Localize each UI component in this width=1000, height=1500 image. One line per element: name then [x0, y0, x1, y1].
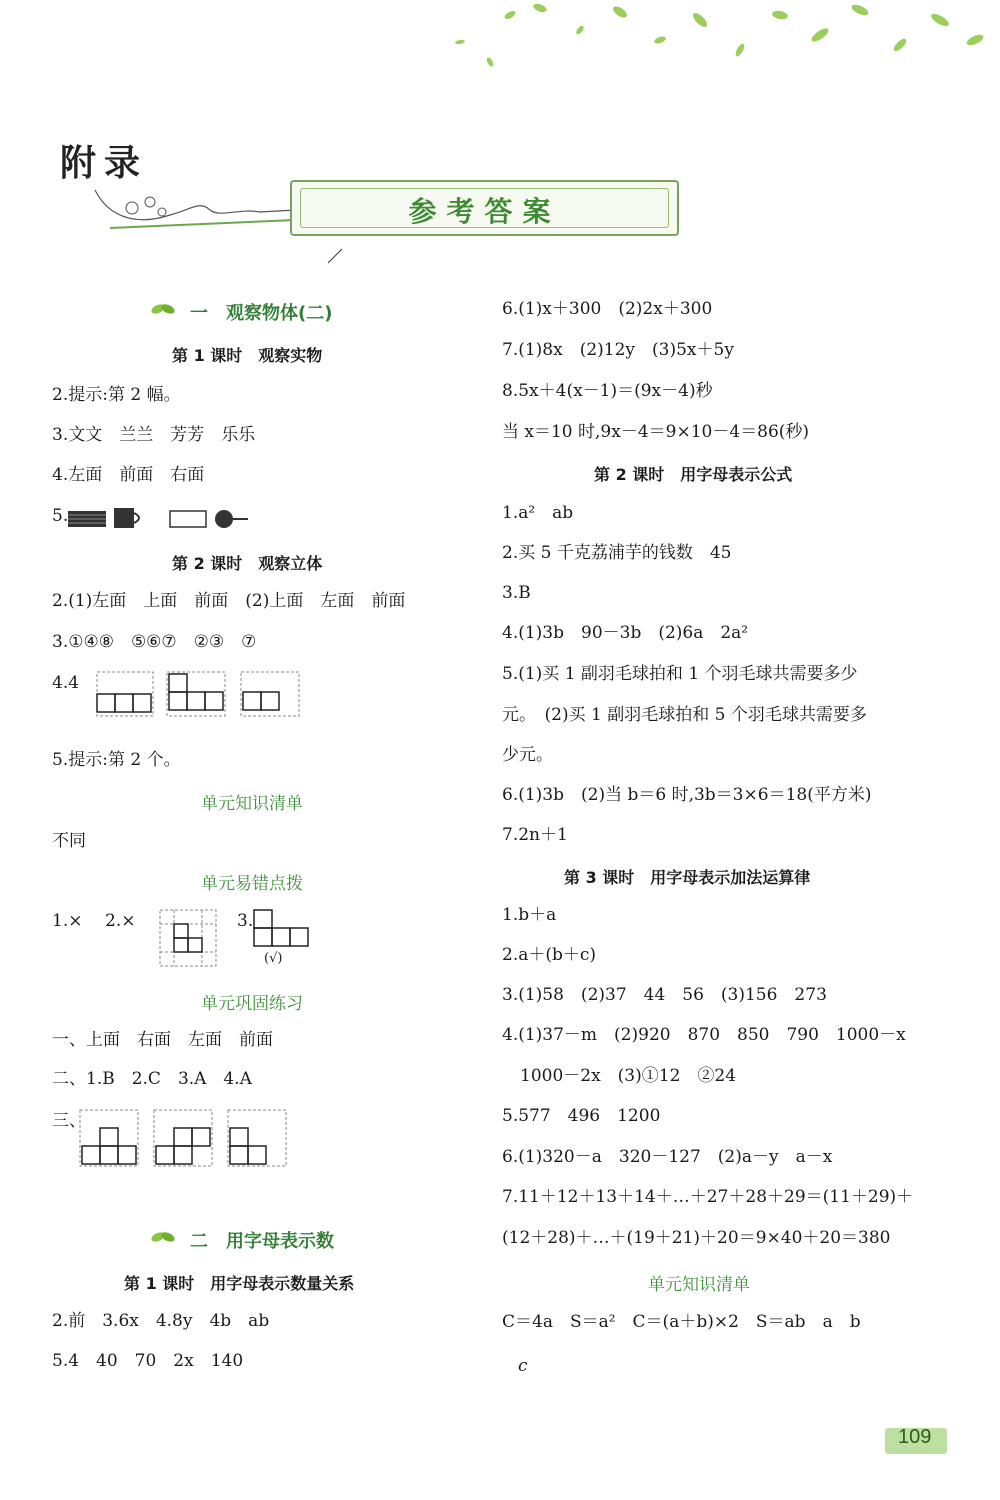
- leaf-icon: [150, 301, 176, 317]
- answer-line: (12＋28)＋…＋(19＋21)＋20＝9×40＋20＝380: [502, 1228, 891, 1248]
- answer-line: 7.2n＋1: [502, 825, 568, 845]
- page-number: 109: [898, 1426, 932, 1448]
- lesson-title: 第 2 课时 用字母表示公式: [594, 465, 793, 484]
- answer-line: 6.(1)x＋300 (2)2x＋300: [502, 299, 713, 319]
- lesson-title: 第 1 课时 观察实物: [172, 346, 323, 365]
- check-mark: (√): [264, 951, 283, 966]
- answer-line: 7.(1)8x (2)12y (3)5x＋5y: [502, 340, 734, 360]
- answer-line: 3.文文 兰兰 芳芳 乐乐: [52, 425, 256, 445]
- answer-line: c: [518, 1356, 528, 1376]
- section-title: 单元知识清单: [648, 1275, 750, 1295]
- answer-line: 5.提示:第 2 个。: [52, 750, 181, 770]
- figure-views: [66, 505, 251, 531]
- answer-line: 2.前 3.6x 4.8y 4b ab: [52, 1311, 270, 1331]
- section-title: 单元知识清单: [201, 794, 303, 814]
- answer-line: 6.(1)3b (2)当 b＝6 时,3b＝3×6＝18(平方米): [502, 785, 872, 805]
- answer-line: 7.11＋12＋13＋14＋…＋27＋28＋29＝(11＋29)＋: [502, 1187, 914, 1207]
- answer-line: 5.577 496 1200: [502, 1106, 661, 1126]
- answer-line: 3.(1)58 (2)37 44 56 (3)156 273: [502, 985, 827, 1005]
- appendix-title: 附录: [60, 143, 149, 184]
- lesson-title: 第 3 课时 用字母表示加法运算律: [564, 868, 811, 887]
- answer-line: 4.(1)37－m (2)920 870 850 790 1000－x: [502, 1025, 906, 1045]
- answer-line: 1.b＋a: [502, 905, 557, 925]
- answer-line: 不同: [52, 831, 86, 851]
- chapter-2-title: 二 用字母表示数: [190, 1231, 334, 1252]
- answer-line: 2.(1)左面 上面 前面 (2)上面 左面 前面: [52, 591, 406, 611]
- answer-line: 3.①④⑧ ⑤⑥⑦ ②③ ⑦: [52, 632, 257, 652]
- answer-line: 一、上面 右面 左面 前面: [52, 1030, 273, 1050]
- figure-grid-error: [158, 908, 220, 970]
- answer-line: 元。 (2)买 1 副羽毛球拍和 5 个羽毛球共需要多: [502, 705, 867, 725]
- pen-stroke: [326, 245, 346, 265]
- answer-line: 4.左面 前面 右面: [52, 465, 205, 485]
- figure-grid-views: [95, 670, 305, 720]
- answer-line: 2.提示:第 2 幅。: [52, 385, 181, 405]
- section-title: 单元易错点拨: [201, 874, 303, 894]
- answer-line: 3.B: [502, 583, 531, 603]
- answers-title: 参考答案: [408, 195, 561, 228]
- answer-line: 少元。: [502, 745, 553, 765]
- answer-line: 2.×: [105, 911, 136, 931]
- lesson-title: 第 1 课时 用字母表示数量关系: [124, 1274, 355, 1293]
- answer-line: 6.(1)320－a 320－127 (2)a－y a－x: [502, 1147, 833, 1167]
- answers-title-box: [290, 180, 679, 236]
- leaf-icon: [150, 1229, 176, 1245]
- answer-line: 1000－2x (3)①12 ②24: [520, 1066, 737, 1086]
- figure-grid-practice: [78, 1108, 290, 1170]
- section-title: 单元巩固练习: [201, 994, 303, 1014]
- answer-line: 2.a＋(b＋c): [502, 945, 597, 965]
- vine-decoration: [90, 180, 300, 240]
- answer-line: 5.(1)买 1 副羽毛球拍和 1 个羽毛球共需要多少: [502, 664, 858, 684]
- answer-line: 1.×: [52, 911, 83, 931]
- answer-line: 2.买 5 千克荔浦芋的钱数 45: [502, 543, 732, 563]
- lesson-title: 第 2 课时 观察立体: [172, 554, 323, 573]
- answer-line: 8.5x＋4(x－1)＝(9x－4)秒: [502, 381, 713, 401]
- answer-line: 1.a² ab: [502, 503, 574, 523]
- answer-line: 5.4 40 70 2x 140: [52, 1351, 244, 1371]
- chapter-1-title: 一 观察物体(二): [190, 303, 333, 324]
- answer-line: C＝4a S＝a² C＝(a＋b)×2 S＝ab a b: [502, 1312, 861, 1332]
- figure-l-shape: [252, 908, 312, 950]
- answer-line: 三、: [52, 1111, 86, 1131]
- answer-line: 二、1.B 2.C 3.A 4.A: [52, 1069, 252, 1089]
- answer-line: 5.: [52, 506, 69, 526]
- answer-line: 4.(1)3b 90－3b (2)6a 2a²: [502, 623, 749, 643]
- answer-line: 3.: [237, 911, 254, 931]
- answer-line: 当 x＝10 时,9x－4＝9×10－4＝86(秒): [502, 422, 810, 442]
- leaf-decoration: [0, 0, 1000, 80]
- answer-line: 4.4: [52, 673, 80, 693]
